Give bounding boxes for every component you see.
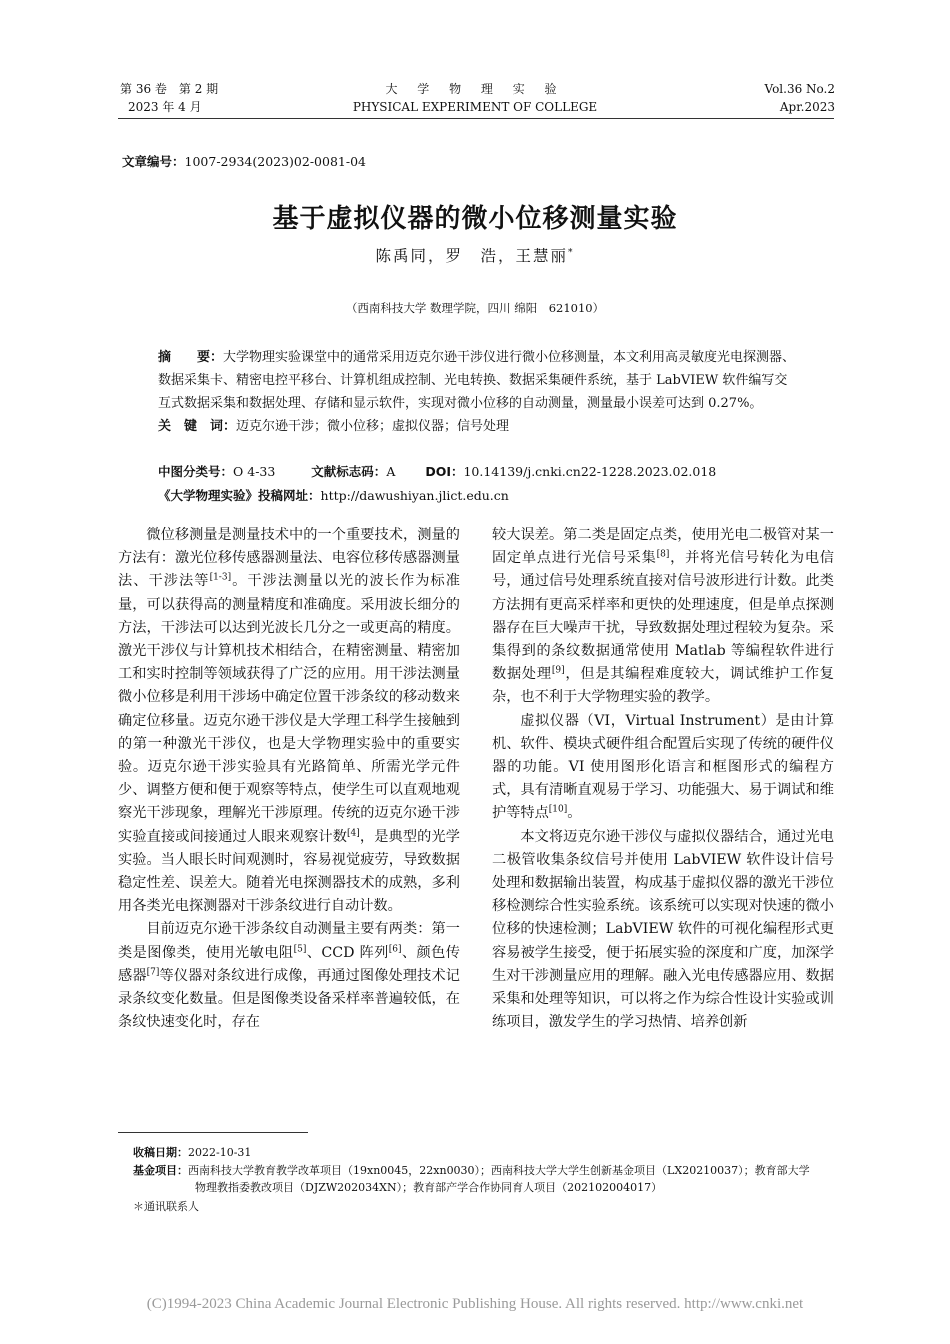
body-left-column	[118, 524, 460, 1034]
citation: [6]	[388, 943, 402, 954]
citation: [5]	[293, 943, 307, 954]
footnote-corresponding: ＊通讯联系人	[133, 1200, 199, 1213]
left-paragraph-2	[118, 918, 460, 1034]
corresponding-mark: *	[568, 247, 575, 258]
text-run: ，但是其编程难度较大，调试维护工作复杂，也不利于大学物理实验的教学。	[492, 666, 834, 706]
citation: [1-3]	[209, 572, 232, 583]
right-paragraph-3: 本文将迈克尔逊干涉仪与虚拟仪器结合，通过光电二极管收集条纹信号并使用 LabVIEW 软件设计信号处理和数据输出装置，构成基于虚拟仪器的激光干涉位移检测综合性实验系统。该系统可以实现对快速的微小位移的快速检测；LabVIEW 软件的可视化编程形式更容易被学生接受，便于拓展实验的深度和广度，加深学生对干涉测量应用的理解。融入光电传感器应用、数据采集和处理等知识，可以将之作为综合性设计实验或训练项目，激发学生的学习热情、培养创新	[492, 828, 834, 1031]
doi-label: DOI：	[425, 464, 464, 479]
citation: [9]	[551, 665, 565, 676]
submission-line	[158, 486, 509, 504]
header-rule	[118, 118, 834, 119]
classification-line	[158, 462, 716, 480]
abstract-label: 摘 要：	[158, 350, 224, 365]
text-run: 虚拟仪器（VI，Virtual Instrument）是由计算机、软件、模块式硬件组合配置后实现了传统的硬件仪器的功能。VI 使用图形化语言和框图形式的编程方式，具有清晰直观易于学习、功能强大、易于调试和维护等特点	[492, 712, 834, 822]
received-label: 收稿日期：	[133, 1146, 188, 1159]
keywords-text: 迈克尔逊干涉；微小位移；虚拟仪器；信号处理	[236, 419, 510, 434]
clc-label: 中图分类号：	[158, 464, 234, 479]
volume-issue-en: Vol.36 No.2	[764, 82, 835, 96]
text-run: 微位移测量是测量技术中的一个重要技术，测量的方法有：激光位移传感器测量法、电容位移传感器测量法、干涉法等	[118, 527, 460, 590]
abstract-text: 大学物理实验课堂中的通常采用迈克尔逊干涉仪进行微小位移测量，本文利用高灵敏度光电探测器、数据采集卡、精密电控平移台、计算机组成控制、光电转换、数据采集硬件系统，基于 LabVIEW 软件编写交互式数据采集和数据处理、存储和显示软件，实现对微小位移的自动测量，测量最小误差可达到 0.27%。	[158, 350, 796, 411]
fund-line-1: 西南科技大学教育教学改革项目（19xn0045，22xn0030）；西南科技大学大学生创新基金项目（LX20210037）；教育部大学	[188, 1164, 810, 1177]
doc-code-label: 文献标志码：	[311, 464, 387, 479]
right-paragraph-1	[492, 524, 834, 710]
date-cn: 2023 年 4 月	[128, 100, 202, 114]
submission-url[interactable]: http://dawushiyan.jlict.edu.cn	[320, 488, 509, 503]
citation: [10]	[548, 804, 568, 815]
doc-code-value: A	[386, 464, 396, 479]
doi-value: 10.14139/j.cnki.cn22-1228.2023.02.018	[463, 464, 717, 479]
abstract	[158, 346, 798, 438]
affiliation: （西南科技大学 数理学院，四川 绵阳 621010）	[345, 301, 605, 315]
fund-line-2: 物理教指委教改项目（DJZW202034XN）；教育部产学合作协同育人项目（202102004017）	[195, 1181, 663, 1194]
text-run: ，是典型的光学实验。当人眼长时间观测时，容易视觉疲劳，导致数据稳定性差、误差大。随着光电探测器技术的成熟，多利用各类光电探测器对干涉条纹进行自动计数。	[118, 828, 460, 915]
submission-label: 《大学物理实验》投稿网址：	[158, 488, 321, 503]
volume-issue-cn: 第 36 卷 第 2 期	[120, 82, 219, 96]
citation: [8]	[656, 549, 670, 560]
clc-value: O 4-33	[233, 464, 276, 479]
header-right	[765, 80, 836, 116]
text-run: 等仪器对条纹进行成像，再通过图像处理技术记录条纹变化数量。但是图像类设备采样率普遍较低，在条纹快速变化时，存在	[118, 967, 460, 1031]
article-number-value: 1007-2934(2023)02-0081-04	[184, 154, 366, 169]
text-run: 、CCD 阵列	[306, 944, 389, 961]
journal-name-cn: 大 学 物 理 实 验	[385, 82, 565, 96]
text-run: 较大误差。第二类是固定点类，使用光电二极管对某一固定单点进行光信号采集	[492, 527, 834, 567]
text-run: ，并将光信号转化为电信号，通过信号处理系统直接对信号波形进行计数。此类方法拥有更高采样率和更快的处理速度，但是单点探测器存在巨大噪声干扰，导致数据处理过程较为复杂。采集得到的条纹数据通常使用 Matlab 等编程软件进行数据处理	[492, 550, 834, 683]
article-number-label: 文章编号：	[122, 154, 185, 169]
footnote-rule	[118, 1132, 308, 1133]
citation: [7]	[146, 967, 160, 978]
text-run: 。	[567, 805, 582, 822]
body-right-column	[492, 524, 834, 1034]
text-run: 目前迈克尔逊干涉条纹自动测量主要有两类：第一类是图像类，使用光敏电阻	[118, 921, 460, 961]
footnote-fund	[133, 1162, 849, 1196]
left-paragraph-1	[118, 524, 460, 918]
authors	[0, 244, 950, 266]
footnote-received	[133, 1144, 849, 1161]
right-paragraph-2	[492, 710, 834, 826]
date-en: Apr.2023	[779, 100, 835, 114]
text-run: 。干涉法测量以光的波长作为标准量，可以获得高的测量精度和准确度。采用波长细分的方法，干涉法可以达到光波长几分之一或更高的精度。激光干涉仪与计算机技术相结合，在精密测量、精密加工和实时控制等领域获得了广泛的应用。用干涉法测量微小位移是利用干涉场中确定位置干涉条纹的移动数来确定位移量。迈克尔逊干涉仪是大学理工科学生接触到的第一种激光干涉仪，也是大学物理实验中的重要实验。迈克尔逊干涉实验具有光路简单、所需光学元件少、调整方便和便于观察等特点，使学生可以直观地观察光干涉现象，理解光干涉原理。传统的迈克尔逊干涉实验直接或间接通过人眼来观察计数	[118, 573, 460, 845]
text-run: 、颜色传感器	[118, 944, 460, 984]
citation: [4]	[347, 827, 360, 838]
page-title: 基于虚拟仪器的微小位移测量实验	[272, 204, 678, 234]
article-number	[122, 152, 366, 170]
journal-name-en: PHYSICAL EXPERIMENT OF COLLEGE	[352, 100, 598, 114]
fund-label: 基金项目：	[133, 1164, 188, 1177]
keywords-label: 关 键 词：	[158, 419, 237, 434]
copyright-notice: (C)1994-2023 China Academic Journal Electronic Publishing House. All rights reserved. http://www.cnki.net	[146, 1296, 804, 1312]
received-date: 2022-10-31	[188, 1146, 252, 1159]
author-names: 陈禹同，罗 浩，王慧丽	[375, 247, 568, 265]
